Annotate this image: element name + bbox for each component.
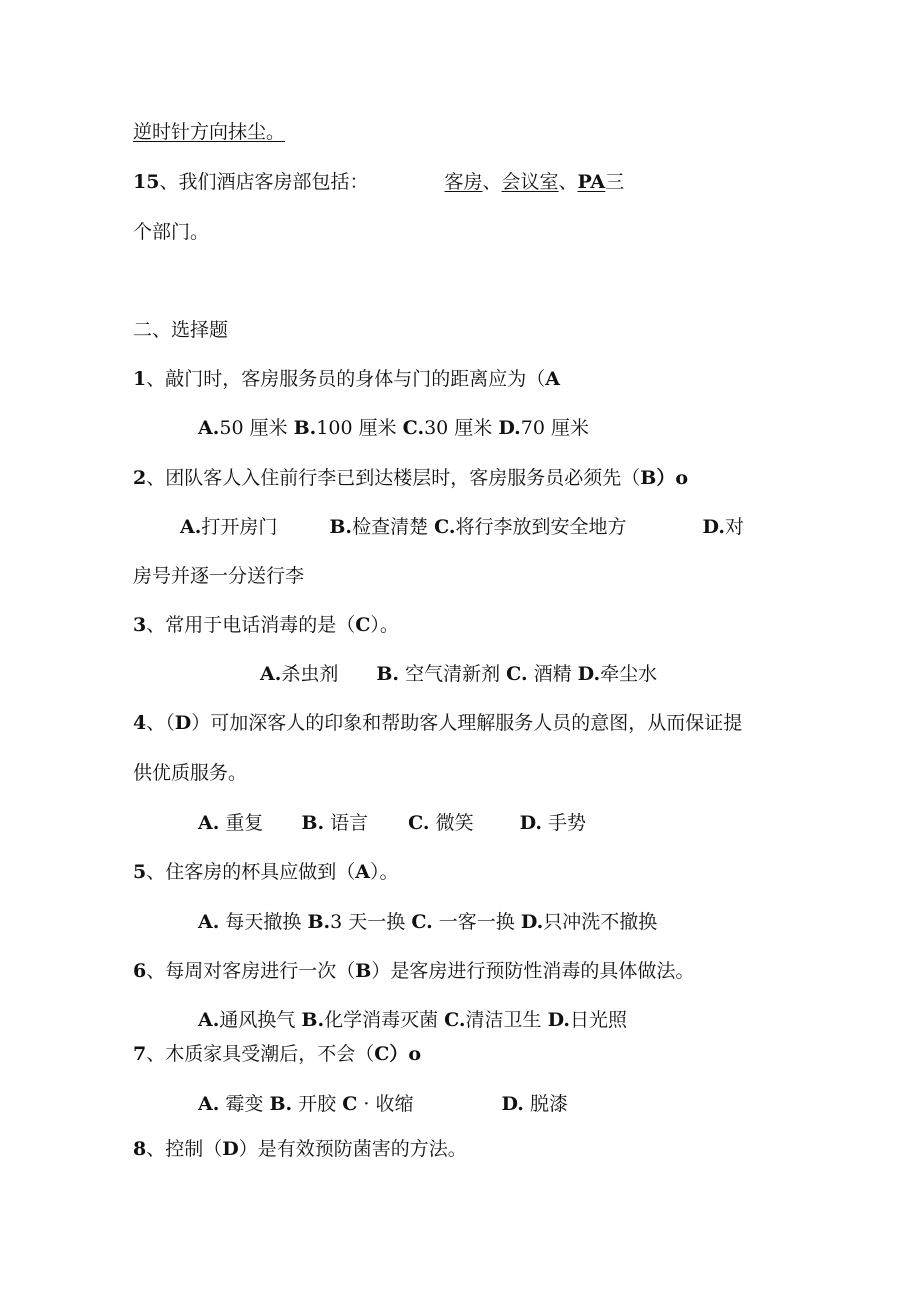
answer-letter: C bbox=[355, 614, 371, 636]
question-2-continuation: 房号并逐一分送行李 bbox=[133, 565, 305, 587]
question-7-options: A. 霉变 B. 开胶 C · 收缩 D. 脱漆 bbox=[198, 1093, 568, 1115]
answer-letter: D bbox=[222, 1138, 239, 1160]
question-1: 1、敲门时，客房服务员的身体与门的距离应为（A bbox=[133, 368, 560, 390]
question-3: 3、常用于电话消毒的是（C）。 bbox=[133, 614, 399, 636]
q15-continuation: 个部门。 bbox=[133, 221, 210, 243]
question-5: 5、住客房的杯具应做到（A）。 bbox=[133, 861, 399, 883]
answer-letter: D bbox=[174, 712, 192, 734]
question-7: 7、木质家具受潮后，不会（C）o bbox=[133, 1043, 422, 1065]
question-4-continuation: 供优质服务。 bbox=[133, 762, 248, 784]
answer-blank: 客房 bbox=[444, 171, 483, 193]
question-6-options: A.通风换气 B.化学消毒灭菌 C.清洁卫生 D.日光照 bbox=[198, 1009, 628, 1031]
question-5-options: A. 每天撤换 B.3 天一换 C. 一客一换 D.只冲洗不撤换 bbox=[198, 911, 658, 933]
question-6: 6、每周对客房进行一次（B）是客房进行预防性消毒的具体做法。 bbox=[133, 960, 695, 982]
question-4: 4、（D）可加深客人的印象和帮助客人理解服务人员的意图，从而保证提 bbox=[133, 712, 743, 734]
question-4-options: A. 重复 B. 语言 C. 微笑 D. 手势 bbox=[198, 812, 587, 834]
question-2-options: A.打开房门 B.检查清楚 C.将行李放到安全地方 D.对 bbox=[180, 516, 744, 538]
question-1-options: A.50 厘米 B.100 厘米 C.30 厘米 D.70 厘米 bbox=[198, 417, 589, 439]
answer-letter: B bbox=[355, 960, 372, 982]
answer-letter: C bbox=[374, 1043, 390, 1065]
question-2: 2、团队客人入住前行李已到达楼层时，客房服务员必须先（B）o bbox=[133, 467, 688, 489]
question-number: 15 bbox=[133, 171, 160, 193]
question-3-options: A.杀虫剂 B. 空气清新剂 C. 酒精 D.牵尘水 bbox=[260, 663, 658, 685]
answer-letter: A bbox=[545, 368, 560, 390]
answer-blank: PA bbox=[577, 171, 606, 193]
q15-line: 15、我们酒店客房部包括： 客房、会议室、PA三 bbox=[133, 171, 625, 193]
q14-continuation: 逆时针方向抹尘。 bbox=[133, 121, 286, 143]
question-8: 8、控制（D）是有效预防菌害的方法。 bbox=[133, 1138, 467, 1160]
question-text: 、我们酒店客房部包括： bbox=[159, 171, 369, 193]
section-title: 二、选择题 bbox=[133, 319, 229, 341]
answer-blank: 会议室 bbox=[501, 171, 559, 193]
answer-letter: B bbox=[640, 467, 657, 489]
answer-letter: A bbox=[355, 861, 370, 883]
